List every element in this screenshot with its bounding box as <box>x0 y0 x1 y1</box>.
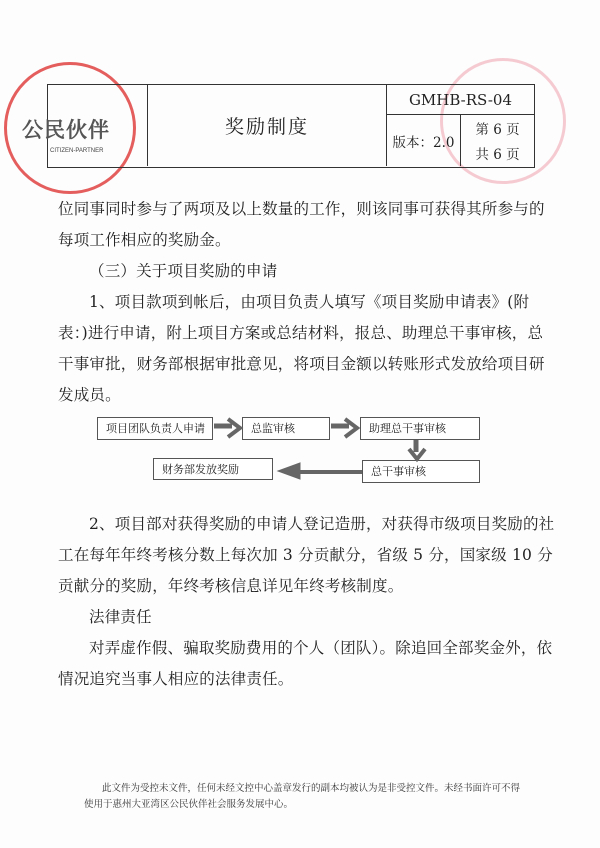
paragraph: 1、项目款项到帐后，由项目负责人填写《项目奖励申请表》(附表：)进行申请，附上项目方案或总结材料，报总、助理总干事审核，总干事审批，财务部根据审批意见，将项目金额以转账形式发放给项目研发成员。 <box>58 293 545 404</box>
paragraph: 位同事同时参与了两项及以上数量的工作，则该同事可获得其所参与的每项工作相应的奖励金。 <box>58 200 545 249</box>
paragraph: 2、项目部对获得奖励的申请人登记造册，对获得市级项目奖励的社工在每年年终考核分数上每次加 3 分贡献分，省级 5 分，国家级 10 分贡献分的奖励，年终考核信息详见年终考核制度。 <box>58 515 555 595</box>
document-body <box>58 194 558 695</box>
flow-step-finance: 财务部发放奖励 <box>153 458 273 480</box>
flowchart <box>0 411 600 509</box>
doc-code: GMHB-RS-04 <box>387 85 534 115</box>
section-heading: 法律责任 <box>89 608 152 626</box>
arrow-head-icon <box>278 463 300 479</box>
footer-line: 此文件为受控未文件，任何未经文控中心盖章发行的副本均被认为是非受控文件。未经书面许可不得 <box>102 783 521 794</box>
page-total: 共 6 页 <box>475 146 520 163</box>
paragraph: 对弄虚作假、骗取奖励费用的个人（团队）。除追回全部奖金外，依情况追究当事人相应的法律责任。 <box>58 639 553 688</box>
page-number: 第 6 页 <box>475 121 520 138</box>
flow-step-assistant: 助理总干事审核 <box>360 417 480 440</box>
version: 版本：2.0 <box>387 115 461 166</box>
flow-arrows <box>0 411 600 509</box>
section-heading: （三）关于项目奖励的申请 <box>89 262 278 280</box>
flow-step-general: 总干事审核 <box>362 460 480 483</box>
logo: 公民伙伴 <box>22 118 110 142</box>
flow-step-director: 总监审核 <box>242 417 330 440</box>
logo-subtitle: CITIZEN-PARTNER <box>50 148 104 154</box>
header-table <box>47 84 535 168</box>
footer-line: 使用于惠州大亚湾区公民伙伴社会服务发展中心。 <box>84 799 294 810</box>
doc-title: 奖励制度 <box>148 85 387 166</box>
flow-step-apply: 项目团队负责人申请 <box>97 417 213 440</box>
